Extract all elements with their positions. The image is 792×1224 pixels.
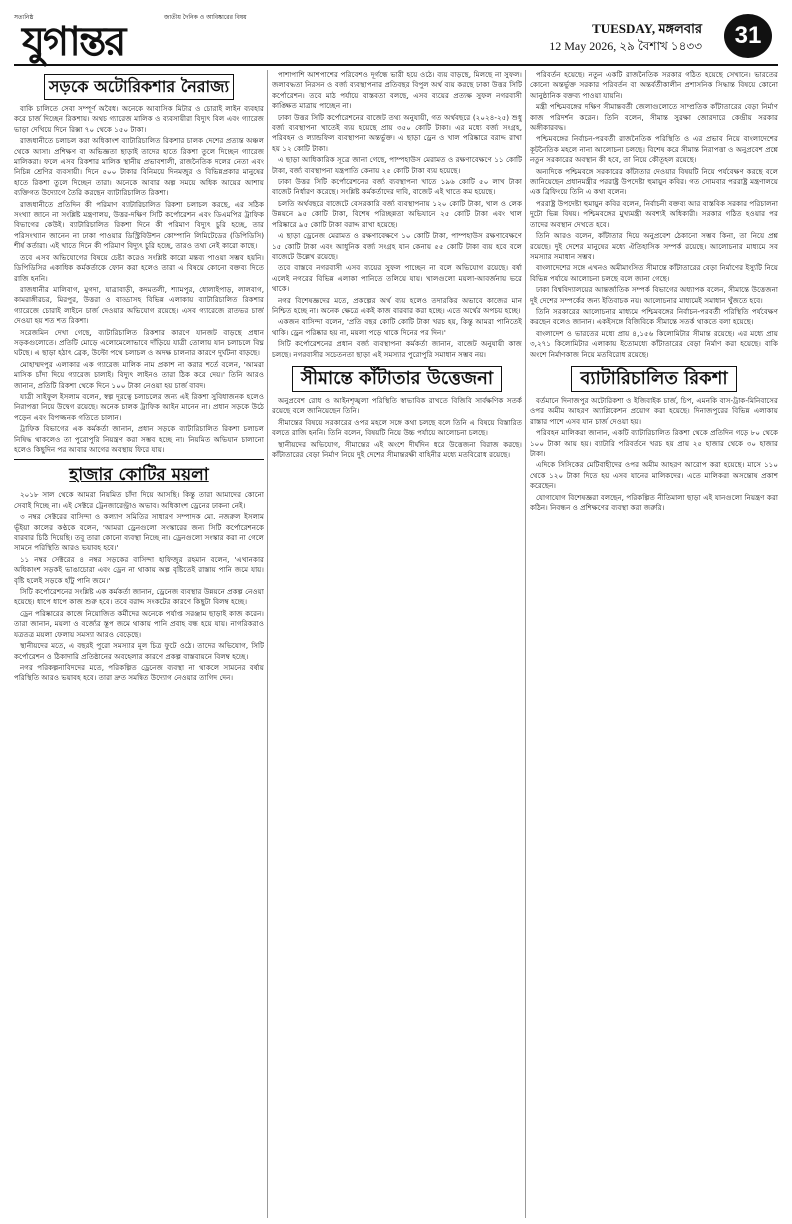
article-paragraph: ট্রাফিক বিভাগের এক কর্মকর্তা জানান, প্রধান সড়কে ব্যাটারিচালিত রিকশা চলাচল নিষিদ্ধ থাকলেও তা পুরোপুরি নিয়ন্ত্রণ করা সম্ভব হচ্ছে না। নিয়মিত অভিযান চালানো হলেও কিছুদিন পর আবার আগের অবস্থায় ফিরে যায়। xyxy=(14,424,264,454)
article-paragraph: এ ছাড়া আধিকারিক সূত্রে জানা গেছে, পাম্পহাউস মেরামত ও রক্ষণাবেক্ষণে ১১ কোটি টাকা, বর্জ্য ব্যবস্থাপনা যন্ত্রপাতি কেনায় ২৫ কোটি টাকা ব্যয় হয়েছে। xyxy=(272,155,522,175)
section-divider xyxy=(14,459,264,460)
article-paragraph: সরেজমিন দেখা গেছে, ব্যাটারিচালিত রিকশার কারণে যানজট বাড়ছে প্রধান সড়কগুলোতে। প্রতিটি মোড়ে এলোমেলোভাবে দাঁড়িয়ে যাত্রী তোলায় যান চলাচলে বিঘ্ন ঘটছে। এ ছাড়া হঠাৎ ব্রেক, উল্টো পথে চলাচল ও অদক্ষ চালনার কারণে দুর্ঘটনা বাড়ছে। xyxy=(14,327,264,358)
issue-date: 12 May 2026, ২৯ বৈশাখ ১৪৩৩ xyxy=(549,39,702,53)
column-1 xyxy=(14,70,264,1218)
article-body-border-cont xyxy=(530,70,778,360)
article-paragraph: রাজধানীতে চলাচল করা অধিকাংশ ব্যাটারিচালিত রিকশার চালক দেশের প্রত্যন্ত অঞ্চল থেকে আসা। প্রশিক্ষণ বা অভিজ্ঞতা ছাড়াই তাদের হাতে রিকশা তুলে দিচ্ছেন গ্যারেজ মালিকরা। ফলে এসব রিকশার মালিক স্থানীয় প্রভাবশালী, রাজনৈতিক দলের নেতা এবং নিচিন্ন শ্রেণির ব্যবসায়ী। দিনে ৫০০ টাকার বিনিময়ে দিনমজুর ও বিভিন্নপ্রকার মানুষের হাতে রিকশা তুলে দিচ্ছেন তারা। অনেকে আবার অল্প সময়ে অধিক আয়ের আশায় ব্যক্তিগত উদ্যোগে তৈরি করছেন ব্যাটারিচালিত রিকশা। xyxy=(14,136,264,198)
article-paragraph: অন্যদিকে পশ্চিমবঙ্গে সরকারের কাঁটাতার দেওয়ার বিষয়টি নিয়ে পর্যবেক্ষণ করছে বলে জানিয়েছেন প্রধানমন্ত্রীর পররাষ্ট্র উপদেষ্টা হুমায়ুন কবির। গত সোমবার পররাষ্ট্র মন্ত্রণালয়ে এক ব্রিফিংয়ে তিনি এ কথা বলেন। xyxy=(530,166,778,197)
article-body-autorickshaw xyxy=(14,104,264,455)
column-divider xyxy=(525,70,526,1218)
article-paragraph: রাজধানীতে প্রতিদিন কী পরিমাণ ব্যাটারিচালিত রিকশা চলাচল করছে, এর সঠিক সংখ্যা জানে না সংশ্লিষ্ট মন্ত্রণালয়, উত্তর-দক্ষিণ সিটি কর্পোরেশন এবং ডিএমপির ট্রাফিক বিভাগের কেউই। ব্যাটারিচালিত রিকশা দিনে কী পরিমাণ বিদ্যুৎ চুরি হচ্ছে, তার পরিসংখ্যান জানেন না ঢাকা পাওয়ার ডিস্ট্রিবিউশন কোম্পানি লিমিটেডের (ডিপিডিসি) শীর্ষ কর্তারা। এই খাতে দিনে কী পরিমাণ বিদ্যুৎ চুরি হচ্ছে, তারও তথ্য নেই কারো কাছে। xyxy=(14,199,264,251)
article-paragraph: স্থানীয়দের অভিযোগ, সীমান্তের এই অংশে দীর্ঘদিন ধরে উত্তেজনা বিরাজ করছে। কাঁটাতারের বেড়া নির্মাণ নিয়ে দুই দেশের সীমান্তরক্ষী বাহিনীর মধ্যে মতবিরোধ রয়েছে। xyxy=(272,439,522,459)
article-paragraph: ঢাকা উত্তর সিটি কর্পোরেশনের বাজেট তথ্য অনুযায়ী, গত অর্থবছরে (২০২৪-২৫) শুধু বর্জ্য ব্যবস্থাপনা খাতেই ব্যয় হয়েছে প্রায় ৩৫০ কোটি টাকা। এর মধ্যে বর্জ্য সংগ্রহ, পরিবহন ও ল্যান্ডফিল ব্যবস্থাপনা অন্তর্ভুক্ত। এ ছাড়া ড্রেন ও খাল পরিষ্কারে বরাদ্দ রাখা হয় ১২ কোটি টাকা। xyxy=(272,112,522,153)
article-paragraph: পশ্চিমবঙ্গের নির্বাচন-পরবর্তী রাজনৈতিক পরিস্থিতি ও এর প্রভাব নিয়ে বাংলাদেশের কূটনৈতিক মহলে নানা আলোচনা চলছে। বিশেষ করে সীমান্ত নিরাপত্তা ও অনুপ্রবেশ প্রশ্নে নতুন সরকারের অবস্থান কী হবে, তা নিয়ে কৌতূহল রয়েছে। xyxy=(530,134,778,165)
column-divider xyxy=(267,70,268,1218)
article-paragraph: স্থানীয়দের মতে, এ বছরই পুরো সমস্যার মূল চিত্র ফুটে ওঠে। তাদের অভিযোগ, সিটি কর্পোরেশন ও ঠিকাদারি প্রতিষ্ঠানের অবহেলার কারণে প্রকল্প বাস্তবায়নে বিলম্ব হচ্ছে। xyxy=(14,641,264,661)
article-paragraph: অনুপ্রবেশ রোধ ও আইনশৃঙ্খলা পরিস্থিতি স্বাভাবিক রাখতে বিজিবি সার্বক্ষণিক সতর্ক রয়েছে বলে জানিয়েছেন তিনি। xyxy=(272,395,522,416)
article-paragraph: চলতি অর্থবছরে বাজেটে বেসরকারি বর্জ্য ব্যবস্থাপনায় ১২০ কোটি টাকা, খাল ও লেক উন্নয়নে ৯৫ কোটি টাকা, বিশেষ পরিচ্ছন্নতা অভিযানে ২৫ কোটি টাকা এবং খাল পরিষ্কারে ৯৫ কোটি টাকা বরাদ্দ রাখা হয়েছে। xyxy=(272,198,522,229)
article-paragraph: ঢাকা উত্তর সিটি কর্পোরেশনের বর্জ্য ব্যবস্থাপনা খাতে ১৯৬ কোটি ৫০ লাখ টাকা বাজেট নির্ধারণ করেছে। সংশ্লিষ্ট কর্মকর্তাদের দাবি, বাজেট এই খাতে কম হয়েছে। xyxy=(272,177,522,197)
article-paragraph: সিটি কর্পোরেশনের প্রধান বর্জ্য ব্যবস্থাপনা কর্মকর্তা জানান, বাজেট অনুযায়ী কাজ চলছে। নগরবাসীর সচেতনতা ছাড়া এই সমস্যার পুরোপুরি সমাধান সম্ভব নয়। xyxy=(272,339,522,359)
masthead xyxy=(14,8,778,66)
article-paragraph: মোহাম্মদপুর এলাকার এক গ্যারেজ মালিক নাম প্রকাশ না করার শর্তে বলেন, 'আমরা মাসিক চাঁদা দিয়ে গ্যারেজ চালাই। বিদ্যুৎ লাইনও তারা ঠিক করে দেয়।' তিনি আরও জানান, প্রতিটি রিকশা থেকে দিনে ১০০ টাকা নেওয়া হয় চার্জ বাবদ। xyxy=(14,359,264,390)
article-paragraph: পররাষ্ট্র উপদেষ্টা হুমায়ুন কবির বলেন, নির্বাচনী বক্তব্য আর বাস্তবিক সরকার পরিচালনা দুটো ভিন্ন বিষয়। পশ্চিমবঙ্গের মুখ্যমন্ত্রী অবশ্যই অধিকারী। সরকার গঠিত হওয়ার পর তাদের অবস্থান দেখতে হবে। xyxy=(530,198,778,229)
article-paragraph: নগর বিশেষজ্ঞদের মতে, প্রকল্পের অর্থ ব্যয় হলেও তদারকির অভাবে কাজের মান নিশ্চিত হচ্ছে না। অনেক ক্ষেত্রে একই কাজ বারবার করা হচ্ছে। এতে অর্থের অপচয় হচ্ছে। xyxy=(272,295,522,315)
column-2 xyxy=(272,70,522,1218)
article-paragraph: বাকি চালিতে সেবা সম্পূর্ণ অবৈধ। অনেকে আবাসিক মিটার ও চোরাই লাইন ব্যবহার করে চার্জ দিচ্ছেন রিকশায়। অথচ গ্যারেজ মালিক ও ব্যবসায়ীরা বিদ্যুৎ বিল এবং গ্যারেজ ভাড়া দেখিয়ে দিনে রিক্সা ৭০ থেকে ১৫০ টাকা। xyxy=(14,104,264,134)
newspaper-logo: যুগান্তর xyxy=(22,18,125,65)
article-paragraph: ১১ নম্বর সেক্টরের ৪ নম্বর সড়কের বাসিন্দা হাফিজুর রহমান বলেন, 'এখানকার অধিকাংশ সড়কই ভাঙাচোরা এবং ড্রেন না থাকায় অল্প বৃষ্টিতেই রাস্তায় পানি জমে যায়। বৃষ্টি হলেই সড়কে হাঁটু পানি জমে।' xyxy=(14,554,264,585)
article-paragraph: বর্তমানে দিনাজপুর অটোরিকশা ও ইজিবাইক চার্জ, চিপ, এমনকি বাস-ট্রাক-মিনিবাসের ওপর অমীম আহরণ অ্যাপ্লিকেশন প্রয়োগ করা হয়েছে। দিনাজপুরের বিভিন্ন এলাকায় রাস্তার পাশে এসব যান চার্জ দেওয়া হয়। xyxy=(530,395,778,426)
article-paragraph: মন্ত্রী পশ্চিমবঙ্গের দক্ষিণ সীমান্তবর্তী জেলাগুলোতে সাম্প্রতিক কাঁটাতারের বেড়া নির্মাণ কাজ পরিদর্শন করেন। তিনি বলেন, সীমান্ত সুরক্ষা জোরদারে কেন্দ্রীয় সরকার অঙ্গীকারবদ্ধ। xyxy=(530,102,778,133)
article-body-garbage-cont xyxy=(272,70,522,360)
article-paragraph: যোগাযোগ বিশেষজ্ঞরা বলছেন, পরিকল্পিত নীতিমালা ছাড়া এই যানগুলো নিয়ন্ত্রণ করা কঠিন। নিবন্ধন ও প্রশিক্ষণের ব্যবস্থা করা জরুরি। xyxy=(530,492,778,513)
article-paragraph: সিটি কর্পোরেশনের সংশ্লিষ্ট এক কর্মকর্তা জানান, ড্রেনেজ ব্যবস্থার উন্নয়নে প্রকল্প নেওয়া হয়েছে। ধাপে ধাপে কাজ শুরু হবে। তবে বরাদ্দ সংকটের কারণে কিছুটা বিলম্ব হচ্ছে। xyxy=(14,587,264,607)
article-paragraph: বাংলাদেশ ও ভারতের মধ্যে প্রায় ৪,১৫৬ কিলোমিটার সীমান্ত রয়েছে। এর মধ্যে প্রায় ৩,২৭১ কিলোমিটার এলাকায় ইতোমধ্যে কাঁটাতারের বেড়া নির্মাণ করা হয়েছে। বাকি অংশে নির্মাণকাজ নিয়ে মতবিরোধ রয়েছে। xyxy=(530,328,778,359)
article-headline-battery-rickshaw: ব্যাটারিচালিত রিকশা xyxy=(571,366,736,392)
article-paragraph: রাজধানীর মালিবাগ, মুগদা, যাত্রাবাড়ী, কদমতলী, শ্যামপুর, ধোলাইপাড়, লালবাগ, কামরাঙ্গীরচর, মিরপুর, উত্তরা ও বাড্ডাসহ বিভিন্ন এলাকায় ব্যাটারিচালিত রিকশার গ্যারেজে চোরাই লাইনে চার্জ দেওয়ার অভিযোগ রয়েছে। এসব গ্যারেজে রাতভর চার্জ দেওয়া হয় শত শত রিকশা। xyxy=(14,284,264,326)
article-paragraph: যাত্রী সাইফুল ইসলাম বলেন, স্বল্প দূরত্বে চলাচলের জন্য এই রিকশা সুবিধাজনক হলেও নিরাপত্তা নিয়ে উদ্বেগ রয়েছে। অনেক চালক ট্রাফিক আইন মানেন না। প্রধান সড়কে উঠে পড়েন এবং বিপজ্জনক গতিতে চালান। xyxy=(14,391,264,422)
article-paragraph: একজন বাসিন্দা বলেন, 'প্রতি বছর কোটি কোটি টাকা খরচ হয়, কিন্তু আমরা পানিতেই থাকি। ড্রেন পরিষ্কার হয় না, ময়লা পড়ে থাকে দিনের পর দিন।' xyxy=(272,317,522,337)
article-paragraph: পাশাপাশি আশপাশের পরিবেশও দূর্গন্ধে ভারী হয়ে ওঠে। ব্যয় বাড়ছে, মিলছে না সুফল। জলাবদ্ধতা নিরসন ও বর্জ্য ব্যবস্থাপনার প্রতিবছর বিপুল অর্থ ব্যয় করছে ঢাকা উত্তর সিটি কর্পোরেশন। তবে মাঠ পর্যায়ে বাস্তবতা বলছে, এসব ব্যয়ের প্রত্যক্ষ সুফল নগরবাসী কাঙ্ক্ষিত মাত্রায় পাচ্ছেন না। xyxy=(272,70,522,111)
article-paragraph: তিনি আরও বলেন, কাঁটাতার দিয়ে অনুপ্রবেশ ঠেকানো সম্ভব কিনা, তা নিয়ে প্রশ্ন রয়েছে। দুই দেশের মানুষের মধ্যে ঐতিহাসিক সম্পর্ক রয়েছে। আলোচনার মাধ্যমে সব সমস্যার সমাধান সম্ভব। xyxy=(530,231,778,261)
article-paragraph: এ ছাড়া ড্রেনেজ মেরামত ও রক্ষণাবেক্ষণে ১০ কোটি টাকা, পাম্পহাউস রক্ষণাবেক্ষণে ১৫ কোটি টাকা এবং আধুনিক বর্জ্য সংগ্রহ যান কেনায় ৫৫ কোটি টাকা ব্যয় হবে বলে বাজেটে উল্লেখ রয়েছে। xyxy=(272,231,522,261)
article-headline-autorickshaw: সড়কে অটোরিকশার নৈরাজ্য xyxy=(44,74,234,100)
article-paragraph: তিনি সরকারের আলোচনার মাধ্যমে পশ্চিমবঙ্গের নির্বাচন-পরবর্তী পরিস্থিতি পর্যবেক্ষণ করছেন বলেও জানান। একইসঙ্গে বিজিবিকে সীমান্তে সতর্ক থাকতে বলা হয়েছে। xyxy=(530,306,778,327)
article-paragraph: পরিবহন মালিকরা জানান, একটি ব্যাটারিচালিত রিকশা থেকে প্রতিদিন গড়ে ৮০ থেকে ১০০ টাকা আয় হয়। ব্যাটারি পরিবর্তনে খরচ হয় প্রায় ২৫ হাজার থেকে ৩০ হাজার টাকা। xyxy=(530,428,778,458)
article-body-battery-rickshaw xyxy=(530,396,778,513)
masthead-tagline-left: সত্যনিষ্ঠ xyxy=(14,14,34,21)
article-paragraph: তবে বাস্তবে নগরবাসী এসব ব্যয়ের সুফল পাচ্ছেন না বলে অভিযোগ রয়েছে। বর্ষা এলেই নগরের বিভিন্ন এলাকা পানিতে তলিয়ে যায়। খালগুলো ময়লা-আবর্জনায় ভরে থাকে। xyxy=(272,263,522,294)
article-paragraph: এদিকে সিসিকের মেটিবাহীদের ওপর অমীম আহরণ আরোপ করা হয়েছে। মাসে ১১০ থেকে ১২০ টাকা দিতে হয় এসব যানের মালিকদের। এতে মালিকরা অসন্তোষ প্রকাশ করেছেন। xyxy=(530,460,778,491)
article-paragraph: তবে এসব অভিযোগের বিষয়ে চেষ্টা করেও সংশ্লিষ্ট কারো মন্তব্য পাওয়া সম্ভব হয়নি। ডিপিডিসির একাধিক কর্মকর্তাকে ফোন করা হলেও তারা এ বিষয়ে কোনো বক্তব্য দিতে রাজি হননি। xyxy=(14,252,264,283)
article-headline-border: সীমান্তে কাঁটাতার উত্তেজনা xyxy=(292,366,502,392)
article-paragraph: ঢাকা বিশ্ববিদ্যালয়ের আন্তর্জাতিক সম্পর্ক বিভাগের অধ্যাপক বলেন, সীমান্তে উত্তেজনা দুই দেশের সম্পর্কের জন্য ইতিবাচক নয়। আলোচনার মাধ্যমেই সমাধান খুঁজতে হবে। xyxy=(530,285,778,305)
page-number-badge: 31 xyxy=(724,14,772,58)
article-paragraph: ৩ নম্বর সেক্টরের বাসিন্দা ও কল্যাণ সমিতির সাধারণ সম্পাদক মো. নজরুল ইসলাম ভূঁইয়া কালের কণ্ঠকে বলেন, 'আমরা ড্রেনগুলো সংস্কারের জন্য সিটি কর্পোরেশনকে বারবার চিঠি দিয়েছি। তবু তারা কোনো ব্যবস্থা নিচ্ছে না। ড্রেনগুলো সংস্কার করা না গেলে সামনে পরিস্থিতি আরও ভয়াবহ হবে।' xyxy=(14,512,264,553)
masthead-tagline: জাতীয় দৈনিক ও আবিষ্কারের বিষয় xyxy=(164,14,247,21)
article-paragraph: ড্রেন পরিষ্কারের কাজে নিয়োজিত কর্মীদের অনেকে পর্যাপ্ত সরঞ্জাম ছাড়াই কাজ করেন। তারা জানান, ময়লা ও বর্জ্যের স্তূপ জমে থাকায় পানি প্রবাহ বন্ধ হয়ে যায়। নাগরিকরাও যত্রতত্র ময়লা ফেলায় সমস্যা আরও বেড়েছে। xyxy=(14,608,264,639)
article-paragraph: পরিবর্তন হয়েছে। নতুন একটি রাজনৈতিক সরকার গঠিত হয়েছে সেখানে। ভারতের কোনো অন্তর্ভুক্ত সরকার পরিবর্তন বা অন্তর্বর্তীকালীন প্রশাসনিক সিদ্ধান্ত বিষয়ে কোনো আনুষ্ঠানিক বক্তব্য পাওয়া যায়নি। xyxy=(530,70,778,100)
column-3 xyxy=(530,70,778,1218)
article-paragraph: নগর পরিকল্পনাবিদদের মতে, পরিকল্পিত ড্রেনেজ ব্যবস্থা না থাকলে সামনের বর্ষায় পরিস্থিতি আরও ভয়াবহ হবে। তারা দ্রুত সমন্বিত উদ্যোগ নেওয়ার তাগিদ দেন। xyxy=(14,662,264,683)
article-paragraph: ২০১৮ সাল থেকে আমরা নিয়মিত চাঁদা দিয়ে আসছি। কিন্তু তারা আমাদের কোনো সেবাই দিচ্ছে না। এই সেক্টরে ট্রেনজারেন্ট্রাও অভাব। অধিকাংশ ড্রেনের ঢাকনা নেই। xyxy=(14,490,264,510)
article-paragraph: বাংলাদেশের সঙ্গে এখনও অমীমাংসিত সীমান্তে কাঁটাতারের বেড়া নির্মাণের ইস্যুটি নিয়ে বিভিন্ন পর্যায়ে আলোচনা চলছে বলে জানা গেছে। xyxy=(530,263,778,283)
article-body-garbage xyxy=(14,490,264,683)
article-paragraph: সীমান্তের বিষয়ে সরকারের ওপর মহলে সঙ্গে কথা চলছে বলে তিনি এ বিষয়ে বিস্তারিত বলতে রাজি হননি। তিনি বলেন, বিষয়টি নিয়ে উচ্চ পর্যায়ে আলোচনা চলছে। xyxy=(272,417,522,438)
issue-day: TUESDAY, মঙ্গলবার xyxy=(592,21,702,36)
article-headline-garbage: হাজার কোটির ময়লা xyxy=(69,465,209,486)
article-body-border xyxy=(272,396,522,460)
